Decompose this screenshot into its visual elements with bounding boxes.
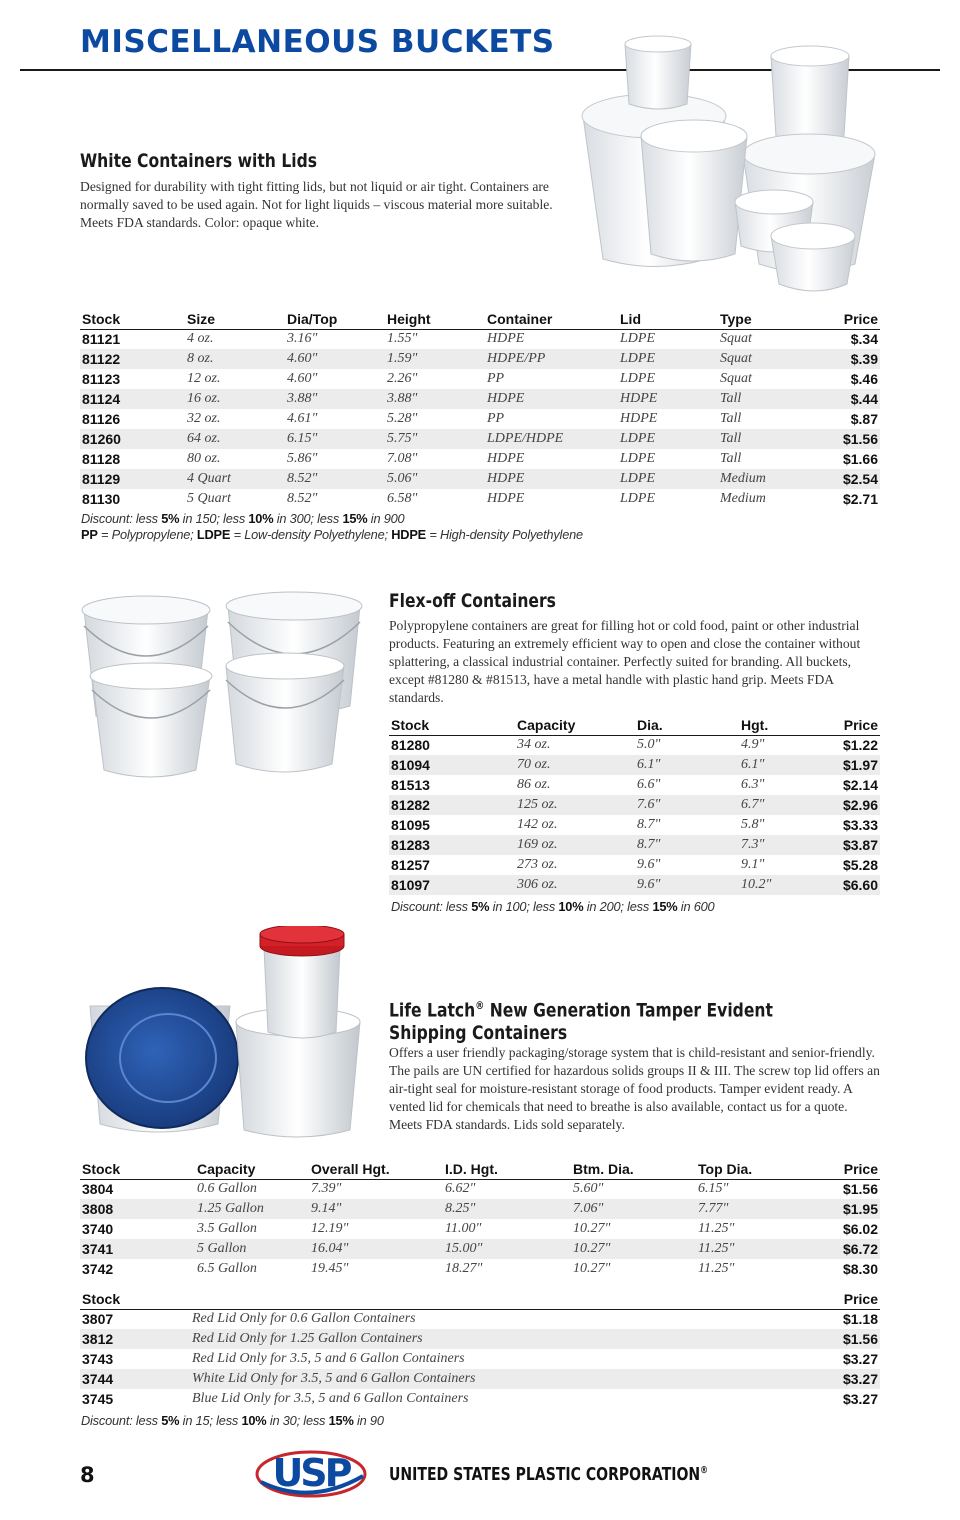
table-cell: 5 Gallon bbox=[195, 1239, 309, 1259]
table-cell: 19.45" bbox=[311, 1261, 349, 1276]
discount-percent: 15% bbox=[328, 1413, 354, 1428]
table-cell: 8.7" bbox=[637, 817, 661, 832]
table-row bbox=[389, 855, 880, 875]
table-cell: 7.06" bbox=[571, 1199, 696, 1219]
stock-cell: 3812 bbox=[80, 1329, 190, 1349]
table-cell: 0.6 Gallon bbox=[197, 1181, 257, 1197]
table-cell: 5.28" bbox=[387, 411, 418, 426]
page-number: 8 bbox=[80, 1463, 95, 1487]
table-cell: 16.04" bbox=[309, 1239, 443, 1259]
table-cell: 18.27" bbox=[445, 1261, 483, 1276]
discount-percent: 5% bbox=[161, 511, 180, 526]
table-cell: 6.58" bbox=[387, 491, 418, 506]
table-row bbox=[80, 1179, 880, 1199]
column-header: Container bbox=[485, 306, 618, 329]
discount-percent: 10% bbox=[241, 1413, 267, 1428]
stock-cell: 81123 bbox=[82, 371, 121, 387]
table-cell: HDPE bbox=[618, 389, 718, 409]
table-row bbox=[80, 349, 880, 369]
stock-cell: 3742 bbox=[82, 1261, 114, 1277]
table-cell: 6.15" bbox=[285, 429, 385, 449]
table-cell: LDPE bbox=[620, 331, 655, 347]
discount-percent: 5% bbox=[471, 899, 490, 914]
stock-cell: 3808 bbox=[80, 1199, 195, 1219]
table-cell: LDPE bbox=[618, 429, 718, 449]
table-cell: 7.77" bbox=[696, 1199, 810, 1219]
price-cell: $5.28 bbox=[842, 857, 878, 873]
column-header: Price bbox=[810, 1286, 880, 1309]
flex-off-table bbox=[389, 712, 880, 895]
price-cell: $3.27 bbox=[842, 1391, 878, 1407]
price-cell: $1.56 bbox=[810, 1329, 880, 1349]
table-cell: 86 oz. bbox=[517, 777, 551, 792]
table-row bbox=[80, 1349, 880, 1369]
stock-cell: 81124 bbox=[80, 389, 185, 409]
registered-mark: ® bbox=[700, 1465, 708, 1476]
price-cell: $1.56 bbox=[842, 1181, 878, 1198]
table-cell: 8.25" bbox=[443, 1199, 571, 1219]
table-cell: HDPE/PP bbox=[485, 349, 618, 369]
column-header: Hgt. bbox=[739, 712, 814, 735]
column-header: Capacity bbox=[195, 1156, 309, 1179]
stock-cell: 81130 bbox=[82, 491, 121, 507]
table-cell: Tall bbox=[718, 429, 810, 449]
stock-cell: 81283 bbox=[389, 835, 515, 855]
table-row bbox=[80, 1219, 880, 1239]
price-cell: $6.02 bbox=[842, 1221, 878, 1237]
price-cell: $6.72 bbox=[810, 1239, 880, 1259]
life-latch-heading-line2: Shipping Containers bbox=[389, 1022, 568, 1045]
discount-text: in 600 bbox=[677, 899, 715, 914]
column-header: Stock bbox=[80, 306, 185, 329]
table-cell: Red Lid Only for 3.5, 5 and 6 Gallon Containers bbox=[192, 1351, 465, 1366]
table-cell: 16 oz. bbox=[185, 389, 285, 409]
column-header: Price bbox=[810, 306, 880, 329]
table-cell: 3.88" bbox=[385, 389, 485, 409]
life-latch-discount bbox=[81, 1413, 384, 1428]
life-latch-table bbox=[80, 1156, 880, 1279]
table-header-row bbox=[80, 306, 880, 329]
column-header: Dia. bbox=[635, 712, 739, 735]
legend-abbr: HDPE bbox=[391, 527, 426, 542]
column-header: Height bbox=[385, 306, 485, 329]
discount-text: in 200; less bbox=[583, 899, 653, 914]
stock-cell: 81094 bbox=[389, 755, 515, 775]
table-cell: 6.1" bbox=[739, 755, 814, 775]
discount-text: in 900 bbox=[367, 511, 405, 526]
table-cell: 306 oz. bbox=[515, 875, 635, 895]
legend-text: = High-density Polyethylene bbox=[426, 527, 583, 542]
discount-text: in 150; less bbox=[179, 511, 249, 526]
table-row bbox=[80, 449, 880, 469]
table-row bbox=[80, 1389, 880, 1409]
table-cell: 6.62" bbox=[445, 1181, 476, 1197]
table-cell: 6.5 Gallon bbox=[197, 1261, 257, 1276]
price-cell: $.46 bbox=[850, 371, 878, 387]
white-containers-heading: White Containers with Lids bbox=[80, 150, 318, 172]
discount-text: in 90 bbox=[353, 1413, 384, 1428]
discount-text: in 30; less bbox=[266, 1413, 329, 1428]
table-cell: Red Lid Only for 0.6 Gallon Containers bbox=[192, 1311, 416, 1327]
discount-text: in 300; less bbox=[273, 511, 343, 526]
legend-text: = Polypropylene; bbox=[97, 527, 197, 542]
table-cell: 7.6" bbox=[635, 795, 739, 815]
column-header: Stock bbox=[80, 1286, 190, 1309]
table-cell: 1.59" bbox=[385, 349, 485, 369]
table-cell: 1.25 Gallon bbox=[195, 1199, 309, 1219]
discount-text: Discount: less bbox=[81, 1413, 162, 1428]
logo-text: USP bbox=[272, 1451, 350, 1495]
table-header-row bbox=[80, 1156, 880, 1179]
table-row bbox=[389, 735, 880, 755]
price-cell: $8.30 bbox=[842, 1261, 878, 1277]
table-cell: 12 oz. bbox=[187, 371, 221, 386]
table-cell: 5.60" bbox=[573, 1181, 604, 1197]
table-cell: HDPE bbox=[487, 331, 525, 347]
table-cell: 12.19" bbox=[311, 1221, 349, 1236]
white-containers-image bbox=[575, 34, 880, 302]
table-row bbox=[389, 795, 880, 815]
table-row bbox=[80, 1369, 880, 1389]
column-header: Size bbox=[185, 306, 285, 329]
price-cell: $1.56 bbox=[810, 429, 880, 449]
price-cell: $1.66 bbox=[842, 451, 878, 467]
stock-cell: 3804 bbox=[82, 1181, 114, 1198]
table-row bbox=[80, 1239, 880, 1259]
table-cell: 11.25" bbox=[698, 1261, 735, 1276]
column-header: Price bbox=[814, 712, 880, 735]
stock-cell: 3741 bbox=[80, 1239, 195, 1259]
discount-text: Discount: less bbox=[81, 511, 162, 526]
table-cell: 6.3" bbox=[741, 777, 765, 792]
table-cell: 9.14" bbox=[309, 1199, 443, 1219]
column-header: Dia/Top bbox=[285, 306, 385, 329]
flex-off-heading: Flex-off Containers bbox=[389, 590, 556, 612]
material-legend bbox=[81, 527, 583, 542]
price-cell: $2.14 bbox=[842, 777, 878, 793]
price-cell: $3.27 bbox=[810, 1369, 880, 1389]
table-row bbox=[80, 329, 880, 349]
stock-cell: 81513 bbox=[391, 777, 430, 793]
price-cell: $1.97 bbox=[814, 755, 880, 775]
table-cell: 5 Quart bbox=[187, 491, 231, 506]
life-latch-heading-line1: Life Latch bbox=[389, 999, 476, 1022]
table-cell: Tall bbox=[720, 451, 742, 466]
stock-cell: 81095 bbox=[391, 817, 430, 833]
discount-percent: 5% bbox=[161, 1413, 180, 1428]
table-cell: Medium bbox=[720, 491, 766, 506]
table-cell: 11.25" bbox=[698, 1221, 735, 1236]
column-header: Top Dia. bbox=[696, 1156, 810, 1179]
table-cell: Blue Lid Only for 3.5, 5 and 6 Gallon Containers bbox=[192, 1391, 469, 1406]
table-header-row bbox=[389, 712, 880, 735]
table-cell: 8.7" bbox=[635, 835, 739, 855]
white-containers-description: Designed for durability with tight fitting lids, but not liquid or air tight. Containers are normally saved to be used again. Not for light liquids – viscous material more suitable. Meets FDA standards. Color: opaque white. bbox=[80, 179, 553, 230]
white-containers-discount bbox=[81, 511, 404, 526]
life-latch-heading bbox=[389, 994, 773, 1045]
table-row bbox=[80, 409, 880, 429]
table-header-row bbox=[80, 1286, 880, 1309]
table-cell: 9.6" bbox=[637, 857, 661, 872]
table-cell: 3.5 Gallon bbox=[197, 1221, 257, 1236]
life-latch-lids-table bbox=[80, 1286, 880, 1409]
table-cell: 11.00" bbox=[445, 1221, 482, 1236]
table-cell: 6.1" bbox=[635, 755, 739, 775]
table-cell: 4.61" bbox=[287, 411, 318, 426]
table-row bbox=[80, 389, 880, 409]
table-row bbox=[80, 429, 880, 449]
life-latch-description: Offers a user friendly packaging/storage system that is child-resistant and senior-friendly. The pails are UN certified for hazardous solids groups II & III. The screw top lid offers an air-tight seal for moisture-resistant storage of food products. Tamper evident ready. A vented lid for chemicals that need to breathe is also available, contact us for a quote. Meets FDA standards. Lids sold separately. bbox=[389, 1045, 880, 1132]
table-cell: 64 oz. bbox=[185, 429, 285, 449]
table-cell: 125 oz. bbox=[515, 795, 635, 815]
table-cell: Squat bbox=[720, 331, 752, 347]
column-header: I.D. Hgt. bbox=[443, 1156, 571, 1179]
legend-text: = Low-density Polyethylene; bbox=[230, 527, 392, 542]
table-cell: 4.60" bbox=[285, 349, 385, 369]
discount-percent: 10% bbox=[248, 511, 274, 526]
table-cell: HDPE bbox=[485, 469, 618, 489]
table-row bbox=[389, 775, 880, 795]
table-cell: 8 oz. bbox=[185, 349, 285, 369]
table-cell: 8.52" bbox=[287, 491, 318, 506]
table-cell: LDPE/HDPE bbox=[485, 429, 618, 449]
price-cell: $3.33 bbox=[842, 817, 878, 833]
life-latch-pails-image bbox=[78, 926, 374, 1144]
table-cell: 1.55" bbox=[387, 331, 418, 347]
stock-cell: 81282 bbox=[389, 795, 515, 815]
price-cell: $1.22 bbox=[842, 737, 878, 754]
table-cell: 4 oz. bbox=[187, 331, 214, 347]
stock-cell: 81260 bbox=[80, 429, 185, 449]
stock-cell: 81097 bbox=[389, 875, 515, 895]
table-cell: 3.16" bbox=[287, 331, 318, 347]
table-cell: 3.88" bbox=[285, 389, 385, 409]
price-cell: $6.60 bbox=[814, 875, 880, 895]
price-cell: $2.96 bbox=[814, 795, 880, 815]
table-cell: LDPE bbox=[620, 371, 655, 386]
discount-percent: 15% bbox=[342, 511, 368, 526]
table-row bbox=[80, 369, 880, 389]
discount-text: in 100; less bbox=[489, 899, 559, 914]
price-cell: $1.95 bbox=[810, 1199, 880, 1219]
table-cell: 6.6" bbox=[637, 777, 661, 792]
table-cell: HDPE bbox=[487, 491, 525, 506]
table-cell: HDPE bbox=[487, 451, 525, 466]
column-header: Stock bbox=[389, 712, 515, 735]
stock-cell: 81280 bbox=[391, 737, 430, 754]
table-cell: Medium bbox=[718, 469, 810, 489]
table-cell: 7.08" bbox=[387, 451, 418, 466]
table-row bbox=[389, 875, 880, 895]
table-cell: 80 oz. bbox=[187, 451, 221, 466]
table-cell: 273 oz. bbox=[517, 857, 558, 872]
flex-off-description: Polypropylene containers are great for filling hot or cold food, paint or other industrial products. Featuring an extremely efficient way to open and close the container without splattering, a classical industrial container. Perfectly suited for branding. All buckets, except #81280 & #81513, have a metal handle with plastic hand grip. Meets FDA standards. bbox=[389, 618, 861, 705]
table-cell: 142 oz. bbox=[517, 817, 558, 832]
table-cell: 6.15" bbox=[698, 1181, 729, 1197]
price-cell: $.44 bbox=[810, 389, 880, 409]
table-cell: 9.1" bbox=[741, 857, 765, 872]
table-cell: 4 Quart bbox=[185, 469, 285, 489]
price-cell: $.87 bbox=[850, 411, 878, 427]
table-cell: PP bbox=[487, 411, 505, 426]
stock-cell: 3744 bbox=[80, 1369, 190, 1389]
page-title: MISCELLANEOUS BUCKETS bbox=[80, 24, 555, 60]
table-cell: 2.26" bbox=[387, 371, 418, 386]
table-cell: 15.00" bbox=[443, 1239, 571, 1259]
table-row bbox=[80, 469, 880, 489]
table-row bbox=[80, 1309, 880, 1329]
table-cell: 5.75" bbox=[385, 429, 485, 449]
table-cell: 10.27" bbox=[573, 1221, 611, 1236]
table-cell: LDPE bbox=[618, 349, 718, 369]
table-cell: PP bbox=[487, 371, 505, 386]
stock-cell: 81121 bbox=[82, 331, 121, 348]
flex-off-discount bbox=[391, 899, 714, 914]
column-header: Btm. Dia. bbox=[571, 1156, 696, 1179]
legend-abbr: PP bbox=[81, 527, 98, 542]
table-row bbox=[389, 755, 880, 775]
discount-text: in 15; less bbox=[179, 1413, 242, 1428]
table-row bbox=[389, 815, 880, 835]
table-row bbox=[80, 1199, 880, 1219]
legend-abbr: LDPE bbox=[196, 527, 231, 542]
table-cell: 8.52" bbox=[285, 469, 385, 489]
table-cell: 7.39" bbox=[311, 1181, 342, 1197]
registered-mark: ® bbox=[475, 999, 485, 1012]
usp-logo bbox=[255, 1446, 367, 1502]
table-cell: 11.25" bbox=[696, 1239, 810, 1259]
column-header: Lid bbox=[618, 306, 718, 329]
table-row bbox=[80, 1329, 880, 1349]
table-row bbox=[389, 835, 880, 855]
column-header: Stock bbox=[80, 1156, 195, 1179]
price-cell: $.34 bbox=[850, 331, 878, 348]
table-cell: 5.86" bbox=[287, 451, 318, 466]
table-cell: 10.27" bbox=[573, 1261, 611, 1276]
column-header: Price bbox=[810, 1156, 880, 1179]
price-cell: $3.27 bbox=[842, 1351, 878, 1367]
discount-percent: 15% bbox=[652, 899, 678, 914]
table-cell: 70 oz. bbox=[515, 755, 635, 775]
stock-cell: 3745 bbox=[82, 1391, 114, 1407]
table-cell: 5.06" bbox=[385, 469, 485, 489]
table-cell: Tall bbox=[718, 389, 810, 409]
stock-cell: 3743 bbox=[82, 1351, 114, 1367]
stock-cell: 81122 bbox=[80, 349, 185, 369]
price-cell: $.39 bbox=[810, 349, 880, 369]
table-cell: 6.7" bbox=[739, 795, 814, 815]
column-header: Type bbox=[718, 306, 810, 329]
column-header: Overall Hgt. bbox=[309, 1156, 443, 1179]
life-latch-heading-line1-rest: New Generation Tamper Evident bbox=[484, 999, 773, 1022]
table-cell: Squat bbox=[718, 349, 810, 369]
company-name bbox=[389, 1464, 708, 1485]
table-cell: 10.27" bbox=[571, 1239, 696, 1259]
table-cell: 32 oz. bbox=[187, 411, 221, 426]
stock-cell: 3807 bbox=[82, 1311, 114, 1328]
table-cell: HDPE bbox=[485, 389, 618, 409]
flex-off-buckets-image bbox=[78, 586, 370, 782]
table-cell: 9.6" bbox=[635, 875, 739, 895]
company-name-text: UNITED STATES PLASTIC CORPORATION bbox=[389, 1464, 701, 1485]
table-cell: 4.9" bbox=[741, 737, 765, 753]
table-cell: 10.2" bbox=[739, 875, 814, 895]
price-cell: $2.54 bbox=[810, 469, 880, 489]
table-cell: LDPE bbox=[620, 491, 655, 506]
stock-cell: 81128 bbox=[82, 451, 121, 467]
column-header: Capacity bbox=[515, 712, 635, 735]
table-cell: HDPE bbox=[620, 411, 658, 426]
price-cell: $2.71 bbox=[842, 491, 878, 507]
table-cell: Red Lid Only for 1.25 Gallon Containers bbox=[190, 1329, 810, 1349]
discount-percent: 10% bbox=[558, 899, 584, 914]
white-containers-table bbox=[80, 306, 880, 509]
table-row bbox=[80, 489, 880, 509]
table-cell: Tall bbox=[720, 411, 742, 426]
table-cell: 5.8" bbox=[741, 817, 765, 832]
price-cell: $3.87 bbox=[814, 835, 880, 855]
discount-text: Discount: less bbox=[391, 899, 472, 914]
table-cell: 169 oz. bbox=[515, 835, 635, 855]
table-row bbox=[80, 1259, 880, 1279]
table-cell: Squat bbox=[720, 371, 752, 386]
table-cell: 7.3" bbox=[739, 835, 814, 855]
table-cell: 34 oz. bbox=[517, 737, 551, 753]
stock-cell: 3740 bbox=[82, 1221, 114, 1237]
stock-cell: 81126 bbox=[82, 411, 121, 427]
column-header bbox=[190, 1286, 810, 1309]
table-cell: 4.60" bbox=[287, 371, 318, 386]
table-cell: White Lid Only for 3.5, 5 and 6 Gallon Containers bbox=[190, 1369, 810, 1389]
stock-cell: 81129 bbox=[80, 469, 185, 489]
stock-cell: 81257 bbox=[391, 857, 430, 873]
table-cell: 5.0" bbox=[637, 737, 661, 753]
table-cell: LDPE bbox=[618, 469, 718, 489]
table-cell: LDPE bbox=[620, 451, 655, 466]
price-cell: $1.18 bbox=[842, 1311, 878, 1328]
